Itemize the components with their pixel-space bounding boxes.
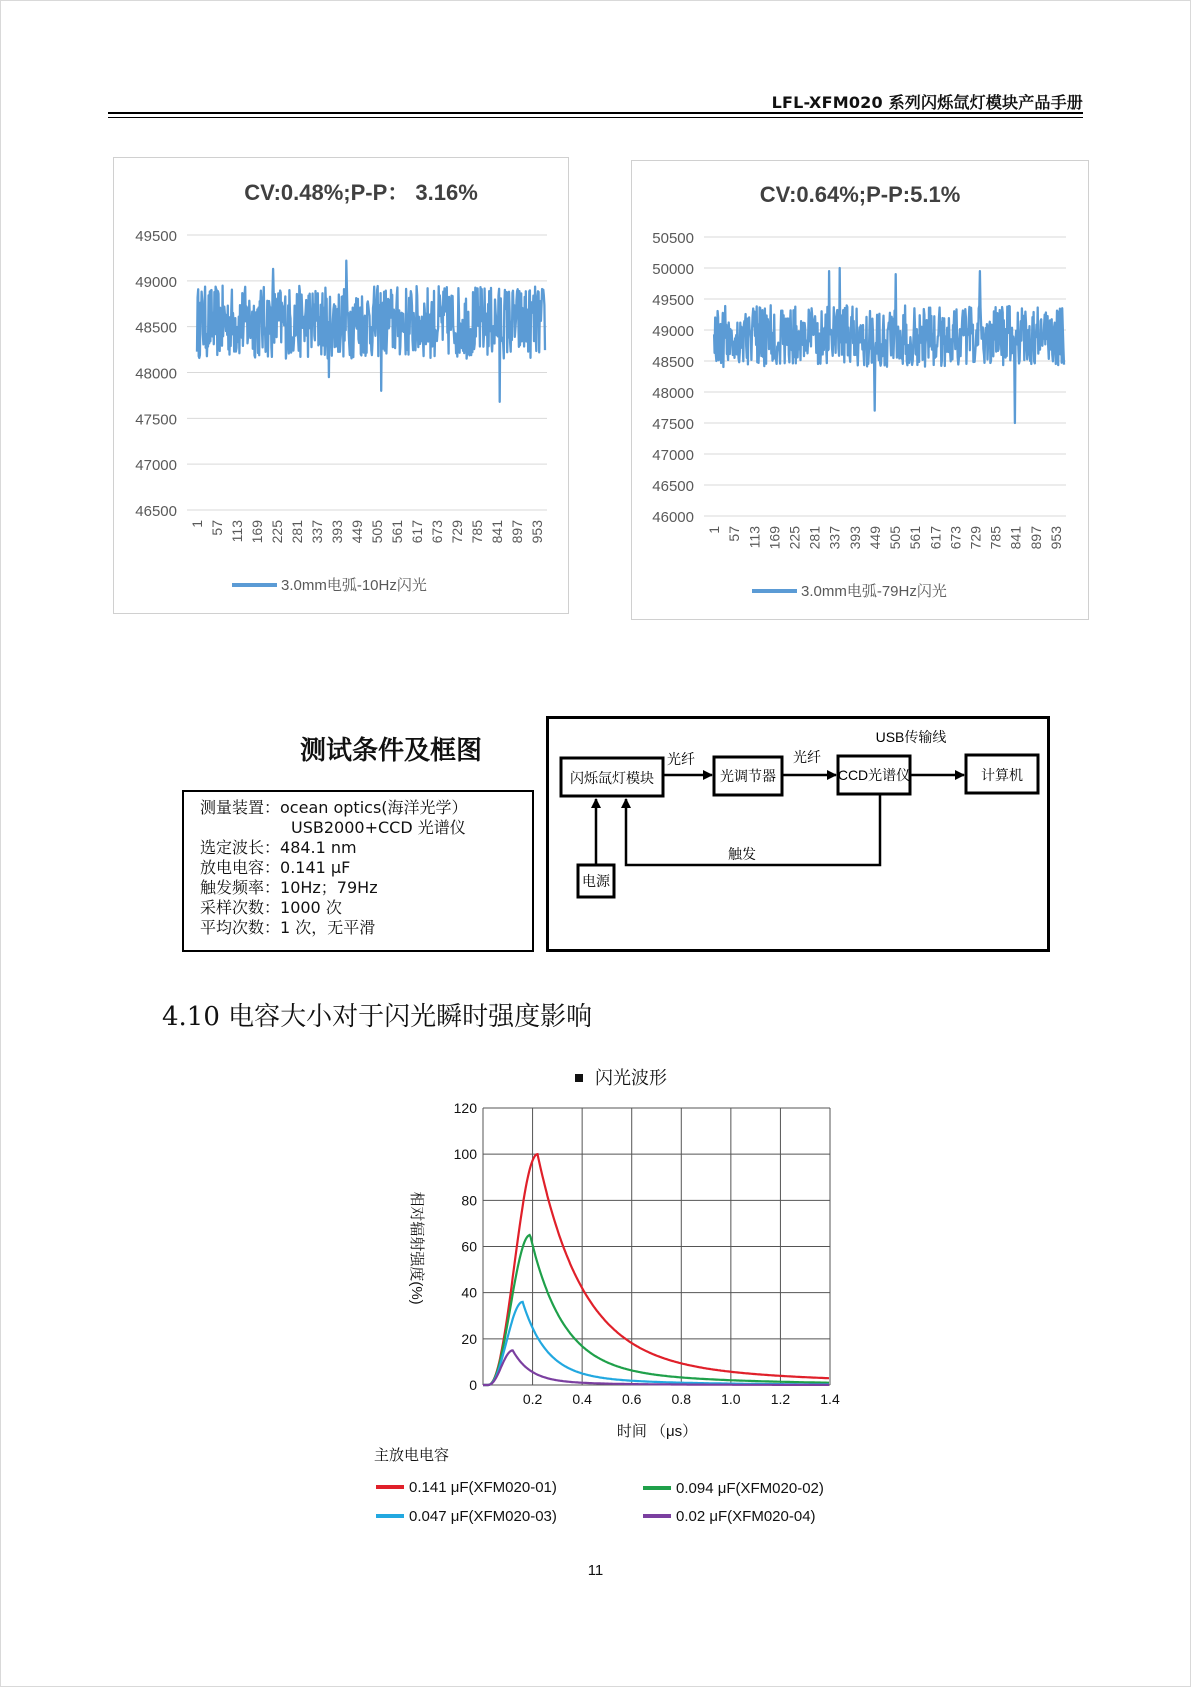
condition-label: 放电电容： <box>200 858 281 877</box>
chart-title: CV:0.48%;P-P： 3.16% <box>244 180 478 205</box>
condition-row <box>200 798 532 818</box>
x-tick-label: 57 <box>209 520 225 536</box>
y-tick-label: 40 <box>461 1284 477 1301</box>
condition-label: 触发频率： <box>200 878 281 897</box>
y-tick-label: 49000 <box>652 323 694 340</box>
condition-label: 测量装置： <box>200 798 281 817</box>
x-tick-label: 673 <box>429 520 445 544</box>
legend-label: 0.02 μF(XFM020-04) <box>676 1508 816 1525</box>
condition-row <box>200 818 532 838</box>
x-tick-label: 505 <box>887 526 904 550</box>
condition-label: 选定波长： <box>200 838 281 857</box>
fiber-label-2: 光纤 <box>793 749 821 765</box>
x-tick-label: 1.0 <box>721 1391 741 1407</box>
x-tick-label: 841 <box>1007 526 1024 550</box>
legend-title: 主放电电容 <box>374 1447 450 1464</box>
y-tick-label: 49500 <box>135 228 177 245</box>
legend-label: 3.0mm电弧-79Hz闪光 <box>801 583 947 600</box>
x-tick-label: 561 <box>907 526 924 550</box>
power-supply-label: 电源 <box>582 873 610 889</box>
x-tick-label: 617 <box>409 520 425 544</box>
x-tick-label: 0.8 <box>671 1391 692 1407</box>
x-tick-label: 169 <box>766 526 783 550</box>
x-tick-label: 1.4 <box>820 1391 840 1407</box>
x-tick-label: 505 <box>369 520 385 544</box>
y-tick-label: 80 <box>461 1192 477 1209</box>
y-tick-label: 48000 <box>135 365 177 383</box>
x-tick-label: 673 <box>947 526 964 550</box>
test-conditions-box <box>182 790 534 952</box>
section-heading-4-10: 4.10 电容大小对于闪光瞬时强度影响 <box>162 1002 593 1032</box>
y-tick-label: 60 <box>461 1238 477 1255</box>
y-axis-label: 相对辐射强度(%) <box>408 1191 425 1305</box>
attenuator-label: 光调节器 <box>720 768 776 784</box>
condition-value: 0.141 μF <box>280 858 351 877</box>
flash-waveform-chart <box>374 1055 950 1525</box>
chart-title: CV:0.64%;P-P:5.1% <box>759 182 961 207</box>
condition-row <box>200 858 532 878</box>
legend-label: 0.047 μF(XFM020-03) <box>409 1508 557 1525</box>
x-tick-label: 281 <box>806 526 823 550</box>
condition-value: 10Hz；79Hz <box>280 878 378 897</box>
x-tick-label: 337 <box>826 526 843 550</box>
y-tick-label: 100 <box>453 1146 477 1163</box>
x-tick-label: 57 <box>726 526 743 542</box>
ccd-spectrometer-label: CCD光谱仪 <box>837 767 911 783</box>
waveform-line <box>483 1235 829 1385</box>
legend-label: 0.094 μF(XFM020-02) <box>676 1480 824 1497</box>
x-tick-label: 1 <box>706 526 723 534</box>
x-tick-label: 841 <box>489 520 505 544</box>
y-tick-label: 46500 <box>652 478 694 495</box>
document-header-title: LFL-XFM020 系列闪烁氙灯模块产品手册 <box>771 93 1083 112</box>
fiber-label-1: 光纤 <box>667 751 695 767</box>
legend-label: 0.141 μF(XFM020-01) <box>409 1479 557 1496</box>
block-diagram <box>549 719 1047 949</box>
x-tick-label: 785 <box>987 526 1004 550</box>
y-tick-label: 50000 <box>652 261 694 278</box>
chart-frame-79hz <box>631 160 1089 620</box>
condition-row <box>200 838 532 858</box>
y-tick-label: 48500 <box>135 319 177 337</box>
x-tick-label: 225 <box>269 520 285 544</box>
y-tick-label: 0 <box>469 1377 477 1393</box>
page-number: 11 <box>587 1562 604 1579</box>
x-tick-label: 0.2 <box>522 1391 543 1407</box>
condition-value: 1 次，无平滑 <box>280 918 376 937</box>
computer-label: 计算机 <box>981 767 1023 783</box>
title-bullet <box>575 1074 583 1082</box>
x-tick-label: 281 <box>289 520 305 544</box>
y-tick-label: 47500 <box>652 416 694 433</box>
y-tick-label: 120 <box>453 1100 477 1116</box>
stability-chart-10hz <box>114 158 568 613</box>
condition-value: ocean optics(海洋光学） <box>280 798 468 817</box>
usb-cable-label: USB传输线 <box>875 729 947 745</box>
x-tick-label: 1.2 <box>770 1391 791 1407</box>
condition-row <box>200 898 532 918</box>
condition-value: 484.1 nm <box>280 838 357 857</box>
x-tick-label: 393 <box>329 520 345 544</box>
x-tick-label: 897 <box>509 520 525 544</box>
x-tick-label: 113 <box>229 520 245 543</box>
test-conditions-title: 测试条件及框图 <box>300 736 483 766</box>
y-tick-label: 49000 <box>135 273 177 291</box>
y-tick-label: 20 <box>461 1330 477 1347</box>
condition-value: 1000 次 <box>280 898 342 917</box>
x-tick-label: 953 <box>1047 526 1064 550</box>
condition-label: 采样次数： <box>200 898 281 917</box>
header-rule <box>108 112 1083 114</box>
y-tick-label: 50500 <box>652 230 694 247</box>
x-tick-label: 729 <box>967 526 984 550</box>
x-tick-label: 113 <box>746 526 763 549</box>
x-tick-label: 953 <box>529 520 545 544</box>
x-tick-label: 169 <box>249 520 265 544</box>
xenon-module-label: 闪烁氙灯模块 <box>570 770 654 786</box>
chart-title: 闪光波形 <box>595 1068 667 1088</box>
x-tick-label: 0.4 <box>572 1391 592 1407</box>
y-tick-label: 47000 <box>652 447 694 464</box>
data-series-line <box>714 268 1064 423</box>
x-tick-label: 393 <box>846 526 863 550</box>
legend-label: 3.0mm电弧-10Hz闪光 <box>281 577 427 594</box>
x-axis-label: 时间 （μs） <box>616 1423 698 1440</box>
x-tick-label: 897 <box>1027 526 1044 550</box>
x-tick-label: 225 <box>786 526 803 550</box>
chart-frame-10hz <box>113 157 569 614</box>
header-rule-thin <box>108 117 1083 118</box>
stability-chart-79hz <box>632 161 1088 619</box>
y-tick-label: 49500 <box>652 292 694 309</box>
x-tick-label: 785 <box>469 520 485 544</box>
x-tick-label: 449 <box>866 526 883 550</box>
data-series-line <box>197 261 545 402</box>
x-tick-label: 561 <box>389 520 405 544</box>
block-diagram-frame <box>546 716 1050 952</box>
x-tick-label: 0.6 <box>621 1391 642 1407</box>
x-tick-label: 729 <box>449 520 465 544</box>
y-tick-label: 48500 <box>652 354 694 371</box>
condition-row <box>200 878 532 898</box>
x-tick-label: 337 <box>309 520 325 544</box>
condition-row <box>200 918 532 938</box>
y-tick-label: 46000 <box>652 509 694 526</box>
y-tick-label: 46500 <box>135 503 177 520</box>
x-tick-label: 449 <box>349 520 365 544</box>
condition-value: USB2000+CCD 光谱仪 <box>291 818 466 837</box>
condition-label: 平均次数： <box>200 918 281 937</box>
y-tick-label: 47500 <box>135 411 177 429</box>
y-tick-label: 47000 <box>135 457 177 475</box>
y-tick-label: 48000 <box>652 385 694 402</box>
x-tick-label: 617 <box>927 526 944 550</box>
waveform-line <box>483 1154 829 1385</box>
x-tick-label: 1 <box>189 520 205 528</box>
trigger-label: 触发 <box>728 846 756 862</box>
